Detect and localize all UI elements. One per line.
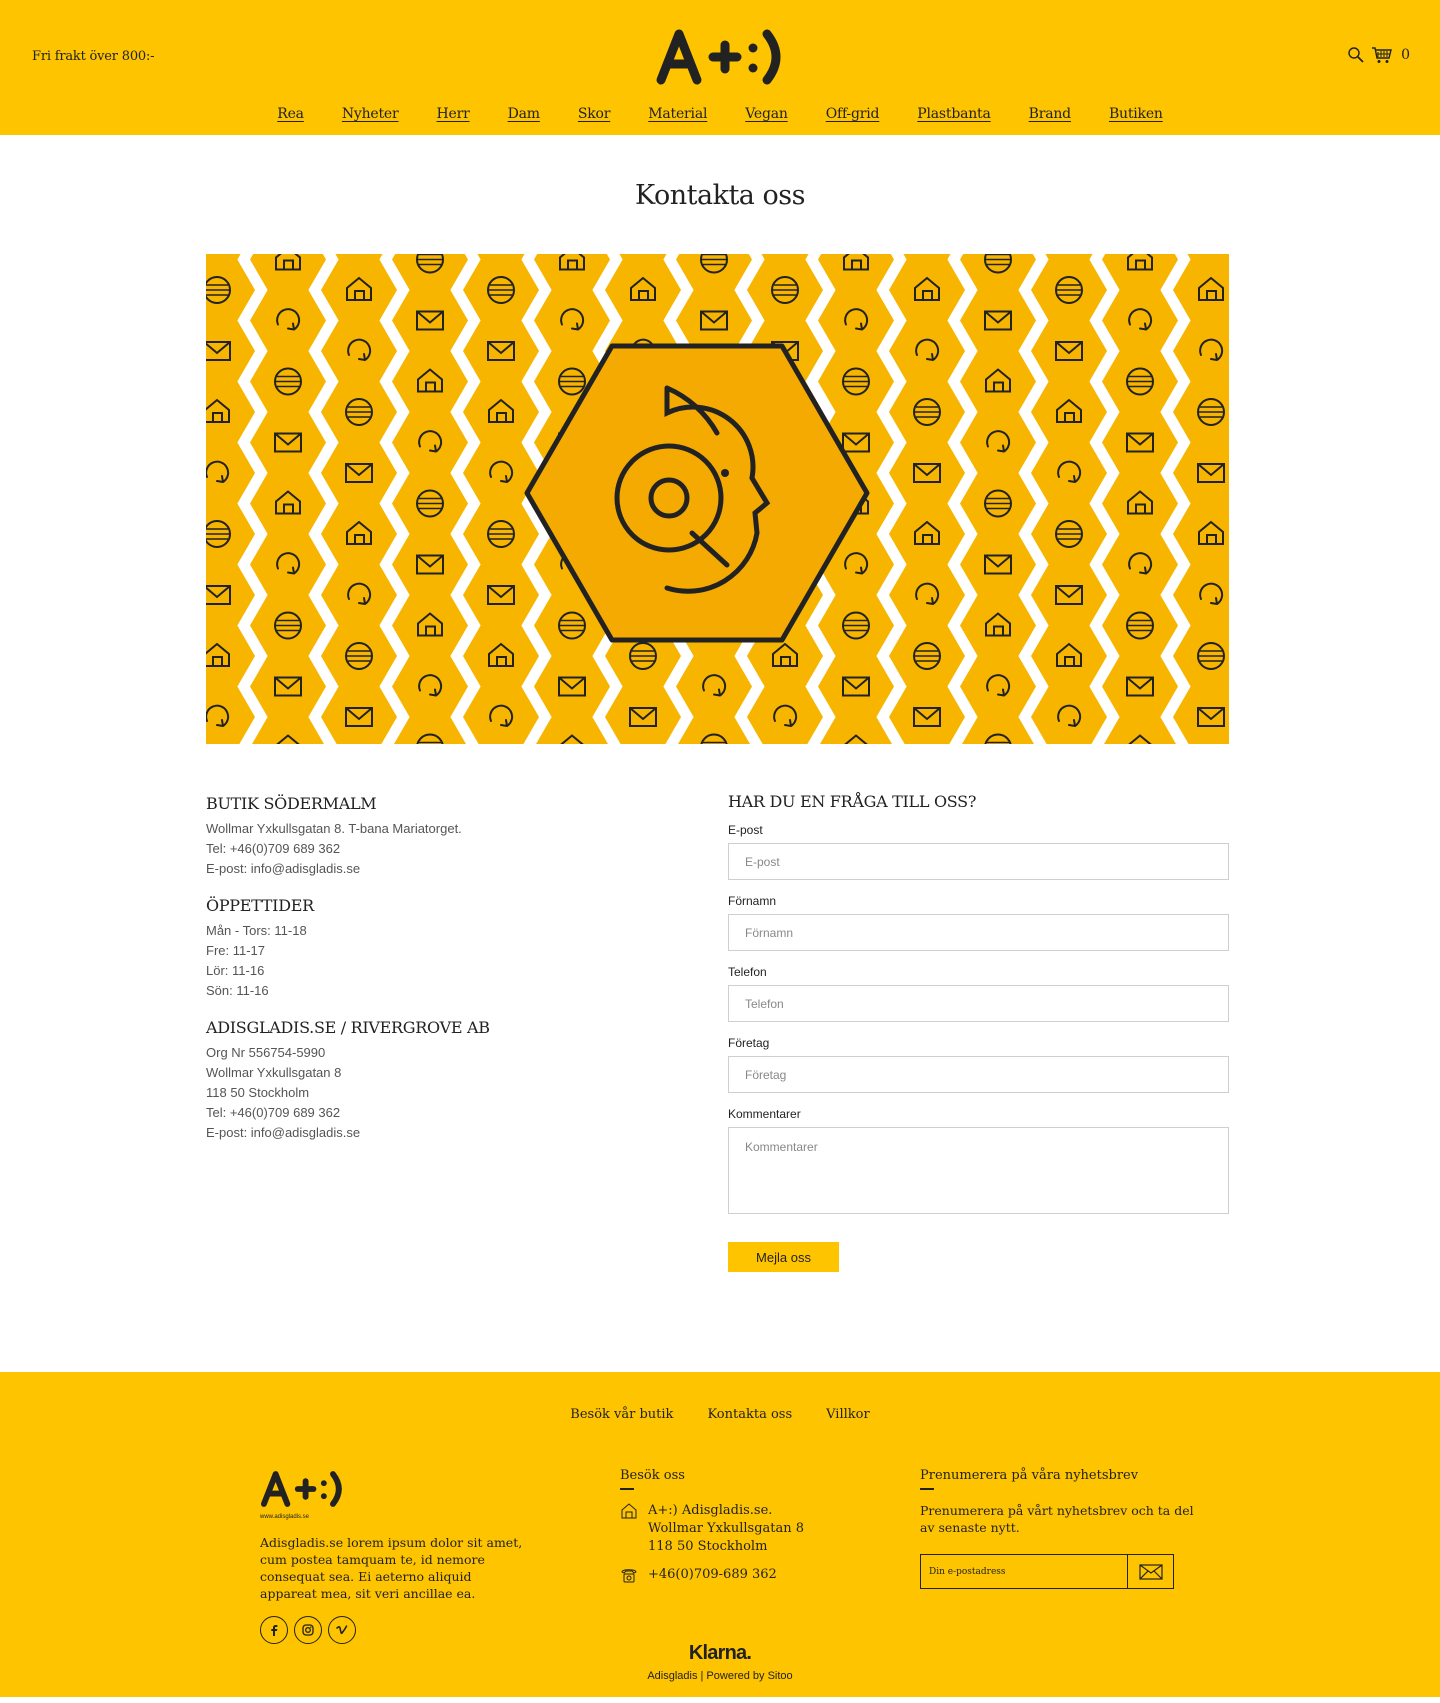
nav-item-skor[interactable]: Skor (577, 106, 611, 122)
contact-section (0, 744, 1440, 1372)
visit-address-line: Wollmar Yxkullsgatan 8 (648, 1521, 805, 1536)
phone-field-group (728, 965, 1229, 1022)
vimeo-icon[interactable] (328, 1616, 356, 1644)
form-heading: HAR DU EN FRÅGA TILL OSS? (728, 792, 977, 811)
company-email: E-post: info@adisgladis.se (206, 1125, 361, 1140)
telephone-icon (620, 1566, 638, 1589)
visit-address-row (620, 1502, 850, 1556)
footer-link-terms[interactable]: Villkor (826, 1407, 870, 1422)
store-heading: BUTIK SÖDERMALM (206, 794, 377, 813)
hours-line: Lör: 11-16 (206, 963, 265, 978)
footer-logo[interactable] (260, 1467, 346, 1511)
comments-label: Kommentarer (728, 1107, 801, 1121)
footer-url: www.adisgladis.se (260, 1514, 310, 1520)
email-label: E-post (728, 823, 763, 837)
heading-underline (920, 1488, 934, 1490)
comments-field[interactable] (728, 1127, 1229, 1214)
social-links (260, 1616, 540, 1644)
store-email: E-post: info@adisgladis.se (206, 861, 361, 876)
newsletter-text: Prenumerera på vårt nyhetsbrev och ta del av senaste nytt. (920, 1503, 1194, 1535)
nav-item-material[interactable]: Material (648, 106, 708, 122)
nav-item-dam[interactable]: Dam (507, 106, 540, 122)
page-title: Kontakta oss (635, 180, 805, 211)
hours-line: Mån - Tors: 11-18 (206, 923, 307, 938)
visit-address (648, 1502, 804, 1556)
phone-field[interactable] (728, 985, 1229, 1022)
klarna-logo: Klarna. (688, 1642, 752, 1664)
footer-newsletter (920, 1468, 1210, 1589)
visit-address-line: 118 50 Stockholm (648, 1539, 768, 1554)
house-icon (620, 1502, 638, 1556)
nav-item-herr[interactable]: Herr (436, 106, 470, 122)
store-phone: Tel: +46(0)709 689 362 (206, 841, 341, 856)
email-field-group (728, 823, 1229, 880)
newsletter-email-input[interactable] (921, 1555, 1127, 1588)
store-address: Wollmar Yxkullsgatan 8. T-bana Mariatorget. (206, 821, 462, 836)
footer-links (0, 1407, 1440, 1422)
comments-field-group (728, 1107, 1229, 1219)
newsletter-form (920, 1554, 1174, 1589)
nav-item-vegan[interactable]: Vegan (745, 106, 788, 122)
company-org-nr: Org Nr 556754-5990 (206, 1045, 326, 1060)
hero-banner (206, 254, 1229, 744)
nav-item-butiken[interactable]: Butiken (1108, 106, 1163, 122)
main-nav (0, 106, 1440, 122)
submit-button[interactable]: Mejla oss (728, 1242, 839, 1272)
firstname-field[interactable] (728, 914, 1229, 951)
company-field-group (728, 1036, 1229, 1093)
cart-icon[interactable] (1371, 46, 1393, 64)
email-field[interactable] (728, 843, 1229, 880)
free-shipping-notice: Fri frakt över 800:- (32, 49, 155, 64)
company-block (206, 1018, 666, 1143)
footer-about (260, 1467, 540, 1644)
store-block (206, 794, 666, 879)
site-header (0, 0, 1440, 135)
hours-line: Sön: 11-16 (206, 983, 269, 998)
hours-block (206, 896, 666, 1001)
footer-link-visit-store[interactable]: Besök vår butik (570, 1407, 674, 1422)
facebook-icon[interactable] (260, 1616, 288, 1644)
site-footer (0, 1372, 1440, 1697)
newsletter-heading: Prenumerera på våra nyhetsbrev (920, 1468, 1139, 1483)
hexagon-pattern-image (206, 254, 1229, 744)
visit-phone-row (620, 1566, 850, 1589)
search-icon[interactable] (1347, 46, 1365, 64)
phone-label: Telefon (728, 965, 767, 979)
company-label: Företag (728, 1036, 770, 1050)
instagram-icon[interactable] (294, 1616, 322, 1644)
hours-line: Fre: 11-17 (206, 943, 266, 958)
nav-item-rea[interactable]: Rea (277, 106, 304, 122)
firstname-label: Förnamn (728, 894, 777, 908)
company-heading: ADISGLADIS.SE / RIVERGROVE AB (206, 1018, 490, 1037)
newsletter-submit-button[interactable] (1127, 1555, 1173, 1588)
footer-link-contact[interactable]: Kontakta oss (707, 1407, 793, 1422)
nav-item-nyheter[interactable]: Nyheter (341, 106, 399, 122)
site-logo[interactable] (655, 28, 787, 86)
main-content (0, 180, 1440, 1372)
store-info (206, 794, 666, 1160)
company-phone: Tel: +46(0)709 689 362 (206, 1105, 341, 1120)
visit-heading: Besök oss (620, 1468, 685, 1483)
firstname-field-group (728, 894, 1229, 951)
nav-item-plastbanta[interactable]: Plastbanta (917, 106, 991, 122)
visit-phone[interactable]: +46(0)709-689 362 (648, 1567, 777, 1582)
powered-by: Adisgladis | Powered by Sitoo (647, 1670, 793, 1682)
footer-visit (620, 1468, 850, 1599)
footer-description: Adisgladis.se lorem ipsum dolor sit amet, cum postea tamquam te, id nemore consequat sea. Ei aeterno aliquid appareat mea, sit veri ancillae ea. (260, 1535, 523, 1601)
contact-form (728, 792, 1229, 1272)
visit-address-line: A+:) Adisgladis.se. (648, 1503, 773, 1518)
heading-underline (620, 1488, 634, 1490)
nav-item-off-grid[interactable]: Off-grid (825, 106, 880, 122)
company-street: Wollmar Yxkullsgatan 8 (206, 1065, 342, 1080)
company-field[interactable] (728, 1056, 1229, 1093)
nav-item-brand[interactable]: Brand (1028, 106, 1071, 122)
header-actions (1347, 46, 1410, 64)
company-city: 118 50 Stockholm (206, 1085, 310, 1100)
cart-count[interactable]: 0 (1401, 47, 1410, 63)
hours-heading: ÖPPETTIDER (206, 896, 314, 915)
envelope-icon (1139, 1564, 1163, 1580)
